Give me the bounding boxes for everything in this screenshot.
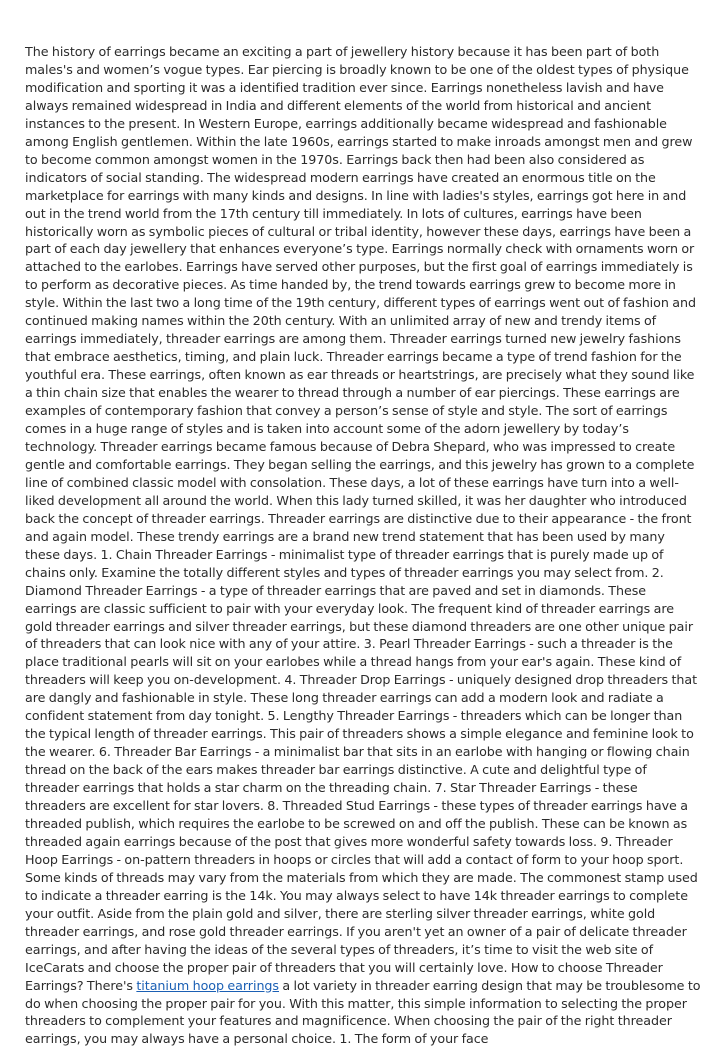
article-text-after-link: a lot variety in threader earring design that may be troublesome to do when choosing the proper pair for you. With this matter, this simple information to selecting the proper threaders to complement your features and magnificence. When choosing the pair of the right threader earrings, you may always have a personal choice. 1. The form of your face xyxy=(25,977,701,1047)
article-text-before-link: The history of earrings became an exciting a part of jewellery history because it has been part of both males's and women’s vogue types. Ear piercing is broadly known to be one of the oldest types of physique modification and sporting it was a identified tradition ever since. Earrings nonetheless lavish and have always remained widespread in India and different elements of the world from historical and ancient instances to the present. In Western Europe, earrings additionally became widespread and fashionable among English gentlemen. Within the late 1960s, earrings started to make inroads amongst men and grew to become common amongst women in the 1970s. Earrings back then had been also considered as indicators of social standing. The widespread modern earrings have created an enormous title on the marketplace for earrings with many kinds and designs. In line with ladies's styles, earrings got here in and out in the trend world from the 17th century till immediately. In lots of cultures, earrings have been historically worn as symbolic pieces of cultural or tribal identity, however these days, earrings have been a part of each day jewellery that enhances everyone’s type. Earrings normally check with ornaments worn or attached to the earlobes. Earrings have served other purposes, but the first goal of earrings immediately is to perform as decorative pieces. As time handed by, the trend towards earrings grew to become more in style. Within the last two a long time of the 19th century, different types of earrings went out of fashion and continued making names within the 20th century. With an unlimited array of new and trendy items of earrings immediately, threader earrings are among them. Threader earrings turned new jewelry fashions that embrace aesthetics, timing, and plain luck. Threader earrings became a type of trend fashion for the youthful era. These earrings, often known as ear threads or heartstrings, are precisely what they sound like a thin chain size that enables the wearer to thread through a number of ear piercings. These earrings are examples of contemporary fashion that convey a person’s sense of style and style. The sort of earrings comes in a huge range of styles and is taken into account some of the adorn jewellery by today’s technology. Threader earrings became famous because of Debra Shepard, who was impressed to create gentle and comfortable earrings. They began selling the earrings, and this jewelry has grown to a complete line of combined classic model with consolation. These days, a lot of these earrings have turn into a well-liked development all around the world. When this lady turned skilled, it was her daughter who introduced back the concept of threader earrings. Threader earrings are distinctive due to their appearance - the front and again model. These trendy earrings are a brand new trend statement that has been used by many these days. 1. Chain Threader Earrings - minimalist type of threader earrings that is purely made up of chains only. Examine the totally different styles and types of threader earrings you may select from. 2. Diamond Threader Earrings - a type of threader earrings that are paved and set in diamonds. These earrings are classic sufficient to pair with your everyday look. The frequent kind of threader earrings are gold threader earrings and silver threader earrings, but these diamond threaders are one other unique pair of threaders that can look nice with any of your attire. 3. Pearl Threader Earrings - such a threader is the place traditional pearls will sit on your earlobes while a thread hangs from your ear's again. These kind of threaders will keep you on-development. 4. Threader Drop Earrings - uniquely designed drop threaders that are dangly and fashionable in style. These long threader earrings can add a modern look and radiate a confident statement from day tonight. 5. Lengthy Threader Earrings - threaders which can be longer than the typical length of threader earrings. This pair of threaders shows a simple elegance and feminine look to the wearer. 6. Threader Bar Earrings - a minimalist bar that sits in an earlobe with hanging or flowing chain thread on the back of the ears makes threader bar earrings distinctive. A cute and delightful type of threader earrings that holds a star charm on the threading chain. 7. Star Threader Earrings - these threaders are excellent for star lovers. 8. Threaded Stud Earrings - these types of threader earrings have a threaded publish, which requires the earlobe to be screwed on and off the publish. These can be known as threaded again earrings because of the post that gives more wonderful safety towards loss. 9. Threader Hoop Earrings - on-pattern threaders in hoops or circles that will add a contact of form to your hoop sport. Some kinds of threads may vary from the materials from which they are made. The commonest stamp used to indicate a threader earring is the 14k. You may always select to have 14k threader earrings to complete your outfit. Aside from the plain gold and silver, there are sterling silver threader earrings, white gold threader earrings, and rose gold threader earrings. If you aren't yet an owner of a pair of delicate threader earrings, and after having the ideas of the several types of threaders, it’s time to visit the web site of IceCarats and choose the proper pair of threaders that you will certainly love. How to choose Threader Earrings? There's xyxy=(25,44,698,993)
document-page xyxy=(25,43,701,1048)
titanium-hoop-earrings-link[interactable]: titanium hoop earrings xyxy=(136,977,279,993)
article-paragraph xyxy=(25,43,701,1048)
